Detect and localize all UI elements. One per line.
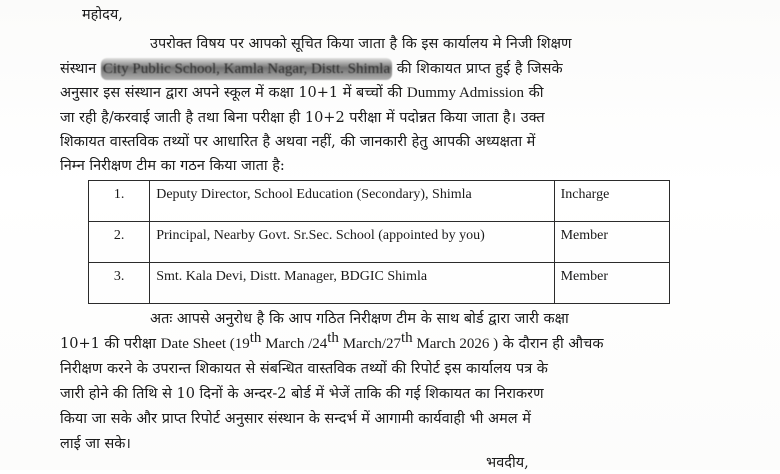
exam-year: March 2026 ) bbox=[412, 336, 499, 352]
para1-line4: जा रही है/करवाई जाती है तथा बिना परीक्षा ही 10+2 परीक्षा में पदोन्नत किया जाता है। उक्त bbox=[60, 110, 545, 126]
para2-line3: निरीक्षण करने के उपरान्त शिकायत से संबन्धित वास्तविक तथ्यों की रिपोर्ट इस कार्यालय पत्र के bbox=[60, 361, 548, 377]
inspection-team-table bbox=[88, 180, 670, 304]
para2-line2-start: 10+1 की परीक्षा bbox=[60, 336, 161, 352]
exam-date-1: (19 bbox=[226, 336, 250, 352]
para2-line1: अतः आपसे अनुरोध है कि आप गठित निरीक्षण टीम के साथ बोर्ड द्वारा जारी कक्षा bbox=[150, 311, 569, 327]
date-sheet-label: Date Sheet bbox=[160, 336, 227, 352]
exam-date-3: March/27 bbox=[338, 336, 402, 352]
row-number: 3. bbox=[89, 263, 150, 304]
para1-line3-end: की bbox=[523, 85, 544, 101]
para2-line2 bbox=[60, 330, 604, 355]
row-number: 2. bbox=[89, 222, 150, 263]
para1-line2-end: की शिकायत प्राप्त हुई है जिसके bbox=[392, 61, 563, 77]
ordinal-suffix: th bbox=[249, 330, 262, 347]
para2-line5: किया जा सके और प्राप्त रिपोर्ट अनुसार संस्थान के सन्दर्भ में आगामी कार्यवाही भी अमल में bbox=[60, 411, 531, 427]
ordinal-suffix: th bbox=[401, 330, 413, 347]
salutation: महोदय, bbox=[82, 7, 123, 23]
table-row bbox=[89, 263, 670, 304]
para1-line2-start: संस्थान bbox=[60, 61, 101, 77]
dummy-admission-term: Dummy Admission bbox=[406, 85, 524, 101]
para1-line3 bbox=[60, 82, 544, 104]
ordinal-suffix: th bbox=[327, 330, 339, 347]
table-row bbox=[89, 222, 670, 263]
member-role: Incharge bbox=[554, 181, 669, 222]
exam-date-2: March /24 bbox=[261, 336, 328, 352]
para1-line5: शिकायत वास्तविक तथ्यों पर आधारित है अथवा नहीं, की जानकारी हेतु आपकी अध्यक्षता में bbox=[60, 134, 536, 150]
para1-line3-start: अनुसार इस संस्थान द्वारा अपने स्कूल में कक्षा 10+1 में बच्चों की bbox=[60, 85, 407, 101]
member-role: Member bbox=[554, 222, 669, 263]
row-number: 1. bbox=[89, 181, 150, 222]
member-designation: Principal, Nearby Govt. Sr.Sec. School (appointed by you) bbox=[150, 222, 554, 263]
para2-line6: लाई जा सके। bbox=[60, 436, 131, 452]
para1-line1: उपरोक्त विषय पर आपको सूचित किया जाता है कि इस कार्यालय मे निजी शिक्षण bbox=[150, 36, 572, 52]
member-designation: Deputy Director, School Education (Secondary), Shimla bbox=[150, 181, 554, 222]
signoff: भवदीय, bbox=[486, 455, 529, 471]
para1-line2 bbox=[60, 58, 563, 80]
para2-line4: जारी होने की तिथि से 10 दिनों के अन्दर-2 बोर्ड में भेजें ताकि की गई शिकायत का निराकरण bbox=[60, 386, 544, 402]
member-designation: Smt. Kala Devi, Distt. Manager, BDGIC Shimla bbox=[150, 263, 554, 304]
para1-line6: निम्न निरीक्षण टीम का गठन किया जाता है: bbox=[60, 158, 285, 174]
redacted-school-name: City Public School, Kamla Nagar, Distt. Shimla bbox=[101, 58, 392, 80]
table-row bbox=[89, 181, 670, 222]
member-role: Member bbox=[554, 263, 669, 304]
para2-line2-end: के दौरान ही औचक bbox=[498, 336, 604, 352]
